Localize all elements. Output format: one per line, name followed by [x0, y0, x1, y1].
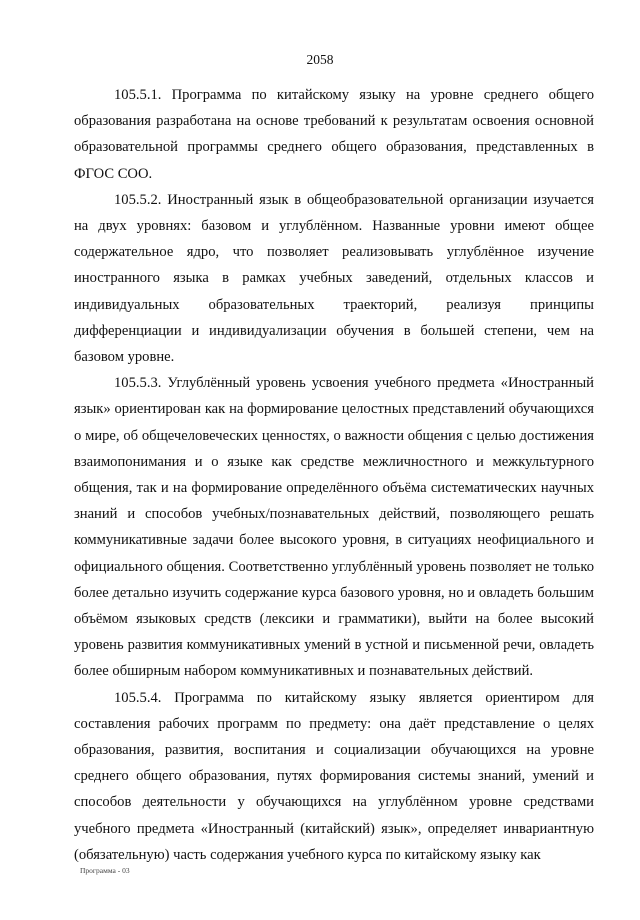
footer-note: Программа - 03 [80, 866, 130, 875]
page-number: 2058 [306, 52, 334, 67]
paragraph-105-5-3: 105.5.3. Углублённый уровень усвоения учебного предмета «Иностранный язык» ориентирован как на формирование целостных представлений обучающихся о мире, об общечеловеческих ценностях, о важности общения с целью достижения взаимопонимания и о языке как средстве межличностного и межкультурного общения, так и на формирование определённого объёма систематических научных знаний и способов учебных/познавательных действий, позволяющего решать коммуникативные задачи более высокого уровня, в ситуациях неофициального и официального общения. Соответственно углублённый уровень позволяет не только более детально изучить содержание курса базового уровня, но и овладеть большим объёмом языковых средств (лексики и грамматики), выйти на более высокий уровень развития коммуникативных умений в устной и письменной речи, овладеть более обширным набором коммуникативных и познавательных действий. [74, 375, 594, 680]
paragraph-105-5-4: 105.5.4. Программа по китайскому языку является ориентиром для составления рабочих программ по предмету: она даёт представление о целях образования, развития, воспитания и социализации обучающихся на уровне среднего общего образования, путях формирования системы знаний, умений и способов деятельности у обучающихся на углублённом уровне средствами учебного предмета «Иностранный (китайский) язык», определяет инвариантную (обязательную) часть содержания учебного курса по китайскому языку как [74, 689, 594, 863]
document-body [74, 82, 594, 868]
paragraph-105-5-2: 105.5.2. Иностранный язык в общеобразовательной организации изучается на двух уровнях: базовом и углублённом. Названные уровни имеют общее содержательное ядро, что позволяет реализовывать углублённое изучение иностранного языка в рамках учебных заведений, отдельных классов и индивидуальных образовательных траекторий, реализуя принципы дифференциации и индивидуализации обучения в большей степени, чем на базовом уровне. [74, 191, 594, 366]
paragraph-105-5-1: 105.5.1. Программа по китайскому языку на уровне среднего общего образования разработана на основе требований к результатам освоения основной образовательной программы среднего общего образования, представленных в ФГОС СОО. [74, 87, 594, 182]
